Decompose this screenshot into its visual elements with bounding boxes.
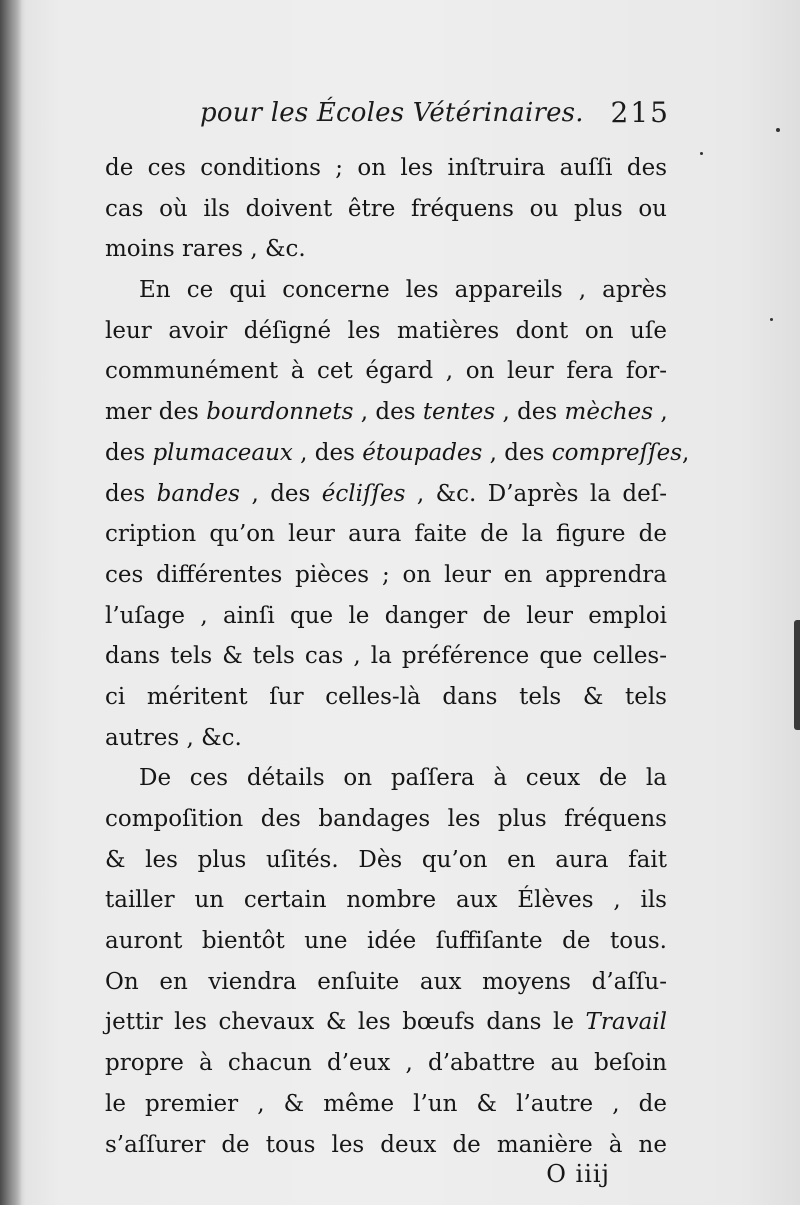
text-line: s’aſſurer de tous les deux de manière à ne: [105, 1131, 667, 1158]
text-line: communément à cet égard , on leur fera for-: [105, 358, 667, 385]
italic-term: bourdonnets: [206, 399, 354, 426]
text-line: propre à chacun d’eux , d’abattre au beſoin: [105, 1050, 667, 1077]
paragraph-start-line: En ce qui concerne les appareils , après: [139, 277, 667, 304]
text-line: & les plus uſités. Dès qu’on en aura fait: [105, 846, 667, 873]
gutter-shadow: [0, 0, 22, 1205]
italic-term: bandes: [156, 480, 240, 507]
text-line: jettir les chevaux & les bœufs dans le Travail: [105, 1009, 667, 1036]
paper-speck: [776, 128, 780, 132]
text-line: leur avoir déſigné les matières dont on uſe: [105, 317, 667, 344]
text-line: ci méritent ſur celles-là dans tels & tels: [105, 683, 667, 710]
page-header: [200, 92, 670, 136]
paper-speck: [770, 318, 773, 321]
paper-speck: [700, 152, 703, 155]
text-line: moins rares , &c.: [105, 236, 306, 263]
text-line: mer des bourdonnets , des tentes , des mèches ,: [105, 399, 668, 426]
text-line: le premier , & même l’un & l’autre , de: [105, 1090, 667, 1117]
text-line: autres , &c.: [105, 724, 242, 751]
italic-term: Travail: [585, 1009, 667, 1036]
text-line: dans tels & tels cas , la préférence que celles-: [105, 643, 667, 670]
text-line: tailler un certain nombre aux Élèves , ils: [105, 887, 667, 914]
italic-term: mèches: [564, 399, 654, 426]
text-line: ces différentes pièces ; on leur en apprendra: [105, 561, 667, 588]
italic-term: tentes: [422, 399, 496, 426]
body-text: [105, 148, 690, 1165]
text-line: compoſition des bandages les plus fréquens: [105, 806, 667, 832]
page-number: 215: [610, 96, 670, 129]
text-line: l’uſage , ainſi que le danger de leur emploi: [105, 602, 667, 629]
text-line: des plumaceaux , des étoupades , des compreſſes,: [105, 439, 690, 466]
text-line: de ces conditions ; on les inſtruira auſſi des: [105, 155, 667, 181]
text-line: cas où ils doivent être fréquens ou plus ou: [105, 195, 667, 222]
italic-term: écliſſes: [321, 480, 406, 507]
text-line: des bandes , des écliſſes , &c. D’après la deſ-: [105, 480, 667, 507]
running-title: pour les Écoles Vétérinaires.: [200, 98, 584, 128]
text-line: On en viendra enſuite aux moyens d’aſſu-: [105, 968, 667, 995]
paragraph-start-line: De ces détails on paſſera à ceux de la: [139, 765, 667, 792]
page-edge: [794, 620, 800, 730]
italic-term: compreſſes: [551, 439, 683, 466]
italic-term: étoupades: [362, 439, 483, 466]
text-line: cription qu’on leur aura faite de la figure de: [105, 521, 667, 548]
italic-term: plumaceaux: [152, 439, 293, 466]
signature-mark: O iiij: [546, 1160, 610, 1188]
text-line: auront bientôt une idée ſuffiſante de tous.: [105, 928, 667, 955]
